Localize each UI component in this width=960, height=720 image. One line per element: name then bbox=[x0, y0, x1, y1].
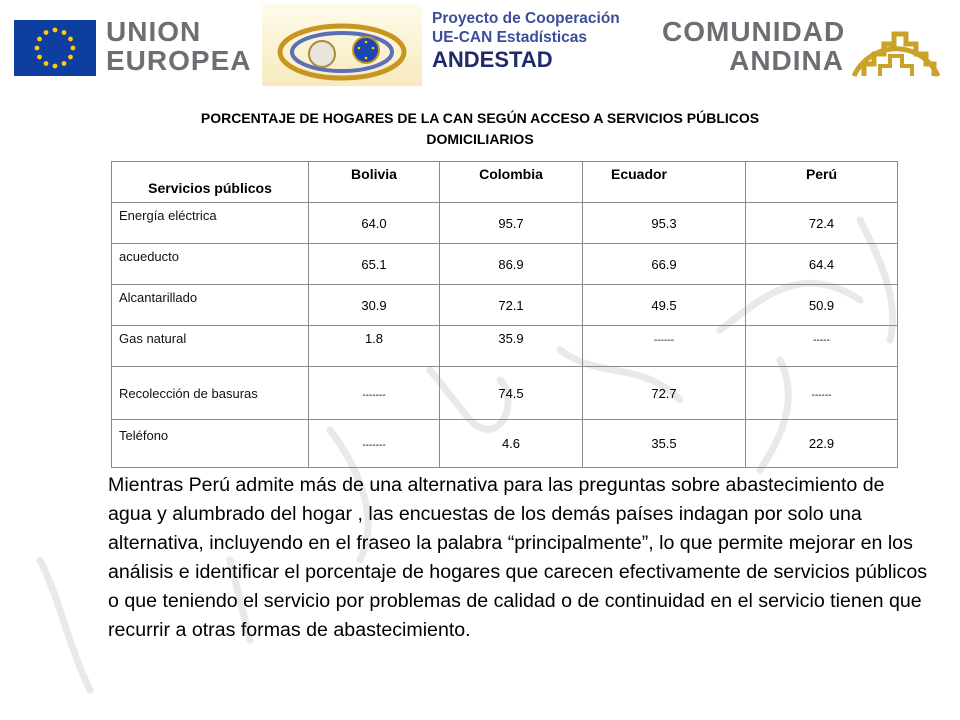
value-cell: 4.6 bbox=[440, 420, 583, 468]
column-header-label: Perú bbox=[805, 166, 838, 182]
eu-name-line-2: EUROPEA bbox=[106, 45, 252, 76]
table-row bbox=[112, 203, 898, 244]
service-name-cell bbox=[112, 285, 309, 326]
value-cell bbox=[309, 420, 440, 468]
table-row bbox=[112, 285, 898, 326]
value-cell: 64.4 bbox=[746, 244, 898, 285]
value-text: ------- bbox=[362, 389, 386, 401]
value-cell bbox=[309, 367, 440, 420]
service-name-cell bbox=[112, 420, 309, 468]
service-name: Recolección de basuras bbox=[119, 385, 258, 401]
table-row bbox=[112, 326, 898, 367]
column-header bbox=[309, 162, 440, 203]
eu-stars-icon bbox=[14, 20, 96, 76]
explanatory-paragraph: Mientras Perú admite más de una alternativa para las preguntas sobre abastecimiento de agua y alumbrado del hogar , las encuestas de los demás países indagan por solo una alternativa, incluyendo en el fraseo la palabra “principalmente”, lo que permite mejorar en los análisis e identificar el porcentaje de hogares que carecen efectivamente de servicios públicos o que teniendo el servicio por problemas de calidad o de continuidad en el servicio tienen que recurrir a otras formas de abastecimiento. bbox=[108, 474, 928, 641]
column-header bbox=[746, 162, 898, 203]
table-row bbox=[112, 367, 898, 420]
value-cell: 50.9 bbox=[746, 285, 898, 326]
eu-name-line-1: UNION bbox=[106, 16, 202, 47]
column-header bbox=[112, 162, 309, 203]
column-header-label: Bolivia bbox=[351, 166, 397, 182]
document-title bbox=[90, 108, 870, 150]
column-header bbox=[440, 162, 583, 203]
column-header-label: Servicios públicos bbox=[148, 180, 272, 196]
services-table-container bbox=[111, 161, 897, 468]
value-text: 1.8 bbox=[364, 330, 384, 346]
value-cell: 95.7 bbox=[440, 203, 583, 244]
eu-name-text bbox=[106, 17, 251, 75]
value-cell: 30.9 bbox=[309, 285, 440, 326]
value-cell bbox=[309, 326, 440, 367]
value-cell: 95.3 bbox=[583, 203, 746, 244]
document-title-line-2: DOMICILIARIOS bbox=[426, 131, 534, 147]
project-line-3: ANDESTAD bbox=[432, 47, 553, 72]
value-text: ------ bbox=[654, 334, 674, 346]
column-header bbox=[583, 162, 746, 203]
value-cell: 72.1 bbox=[440, 285, 583, 326]
project-line-1: Proyecto de Cooperación bbox=[432, 10, 620, 27]
value-text: ------- bbox=[362, 440, 386, 451]
value-cell: 86.9 bbox=[440, 244, 583, 285]
comunidad-andina-logo-icon bbox=[846, 12, 946, 78]
document-title-line-1: PORCENTAJE DE HOGARES DE LA CAN SEGÚN ACCESO A SERVICIOS PÚBLICOS bbox=[200, 110, 760, 126]
value-cell: 66.9 bbox=[583, 244, 746, 285]
value-cell bbox=[746, 367, 898, 420]
value-cell bbox=[746, 326, 898, 367]
service-name: Energía eléctrica bbox=[119, 207, 217, 223]
andestad-project-logo bbox=[262, 4, 422, 86]
value-cell: 35.5 bbox=[583, 420, 746, 468]
value-cell: 72.7 bbox=[583, 367, 746, 420]
header-banner bbox=[0, 0, 960, 92]
can-name-line-2: ANDINA bbox=[729, 45, 844, 76]
project-title bbox=[432, 9, 620, 73]
column-header-label: Ecuador bbox=[610, 166, 667, 182]
value-cell: 65.1 bbox=[309, 244, 440, 285]
eu-flag-logo bbox=[14, 20, 96, 76]
table-row bbox=[112, 420, 898, 468]
service-name-cell bbox=[112, 203, 309, 244]
can-name-text bbox=[662, 17, 844, 75]
service-name: Gas natural bbox=[119, 330, 187, 346]
service-name: acueducto bbox=[119, 248, 179, 264]
service-name: Teléfono bbox=[119, 428, 169, 443]
value-text: ------ bbox=[811, 389, 832, 401]
service-name-cell bbox=[112, 244, 309, 285]
column-header-label: Colombia bbox=[479, 166, 543, 182]
service-name-cell bbox=[112, 367, 309, 420]
value-cell bbox=[583, 326, 746, 367]
table-header-row bbox=[112, 162, 898, 203]
value-cell: 72.4 bbox=[746, 203, 898, 244]
value-cell: 49.5 bbox=[583, 285, 746, 326]
value-text: ----- bbox=[813, 334, 830, 346]
value-cell bbox=[440, 326, 583, 367]
value-text: 35.9 bbox=[498, 330, 524, 346]
can-name-line-1: COMUNIDAD bbox=[662, 16, 846, 47]
table-row bbox=[112, 244, 898, 285]
project-line-2: UE-CAN Estadísticas bbox=[432, 29, 588, 46]
value-cell: 74.5 bbox=[440, 367, 583, 420]
value-cell: 22.9 bbox=[746, 420, 898, 468]
value-cell: 64.0 bbox=[309, 203, 440, 244]
service-name-cell bbox=[112, 326, 309, 367]
service-name: Alcantarillado bbox=[119, 289, 198, 305]
services-table bbox=[111, 161, 898, 468]
